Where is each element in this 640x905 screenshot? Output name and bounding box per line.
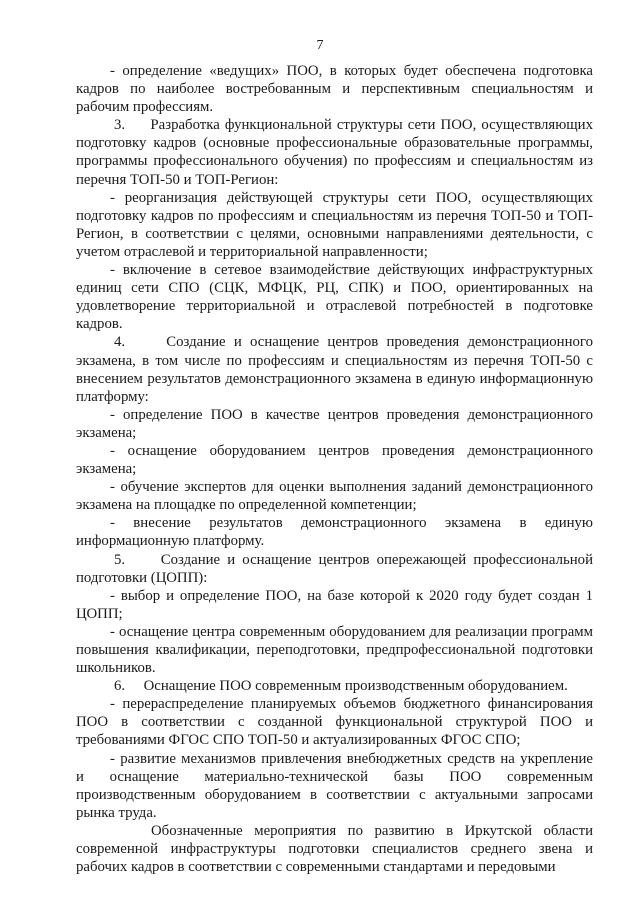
paragraph-item-6-equipment: 6. Оснащение ПОО современным производственным оборудованием. [114, 678, 568, 695]
paragraph-leading-organizations: - определение «ведущих» ПОО, в которых будет обеспечена подготовка кадров по наиболее востребованным и перспективным специальностям и рабочим профессиям. [76, 63, 593, 116]
paragraph-item-4-demo-exam-centers: 4. Создание и оснащение центров проведения демонстрационного экзамена, в том числе по профессиям и специальностям из перечня ТОП-50 с внесением результатов демонстрационного экзамена в единую информационную платформу: [76, 334, 593, 405]
paragraph-extra-budget-funds: - развитие механизмов привлечения внебюджетных средств на укрепление и оснащение материально-технической базы ПОО современным производственным оборудованием в соответствии с актуальными запросами рынка труда. [76, 750, 593, 821]
paragraph-budget-redistribution: - перераспределение планируемых объемов бюджетного финансирования ПОО в соответствии с созданной функциональной структурой ПОО и требованиями ФГОС СПО ТОП-50 и актуализированных ФГОС СПО; [76, 696, 593, 749]
paragraph-item-5-copp: 5. Создание и оснащение центров опережающей профессиональной подготовки (ЦОПП): [76, 551, 593, 586]
paragraph-closing-summary: Обозначенные мероприятия по развитию в Иркутской области современной инфраструктуры подготовки специалистов среднего звена и рабочих кадров в соответствии с современными стандартами и передовыми [76, 822, 593, 876]
paragraph-network-interaction: - включение в сетевое взаимодействие действующих инфраструктурных единиц сети СПО (СЦК, МФЦК, РЦ, СПК) и ПОО, ориентированных на удовлетворение территориальной и отраслевой потребностей в подготовке кадров. [76, 262, 593, 333]
page-number: 7 [316, 38, 324, 53]
paragraph-define-exam-centers: - определение ПОО в качестве центров проведения демонстрационного экзамена; [76, 406, 593, 441]
paragraph-train-experts: - обучение экспертов для оценки выполнения заданий демонстрационного экзамена на площадке по определенной компетенции; [76, 479, 593, 514]
paragraph-enter-results: - внесение результатов демонстрационного экзамена в единую информационную платформу. [76, 515, 593, 550]
paragraph-equip-exam-centers: - оснащение оборудованием центров проведения демонстрационного экзамена; [76, 442, 593, 478]
paragraph-item-3-network-structure: 3. Разработка функциональной структуры сети ПОО, осуществляющих подготовку кадров (основные профессиональные образовательные программы, программы профессионального обучения) по профессиям и специальностям из перечня ТОП-50 и ТОП-Регион: [76, 117, 593, 188]
paragraph-equip-center: - оснащение центра современным оборудованием для реализации программ повышения квалификации, переподготовки, предпрофессиональной подготовки школьников. [76, 623, 593, 677]
paragraph-select-poo: - выбор и определение ПОО, на базе которой к 2020 году будет создан 1 ЦОПП; [76, 587, 593, 622]
document-body [76, 62, 593, 876]
paragraph-reorganization: - реорганизация действующей структуры сети ПОО, осуществляющих подготовку кадров по профессиям и специальностям из перечня ТОП-50 и ТОП-Регион, в соответствии с целями, основными направлениями деятельности, с учетом отраслевой и территориальной направленности; [76, 189, 593, 260]
